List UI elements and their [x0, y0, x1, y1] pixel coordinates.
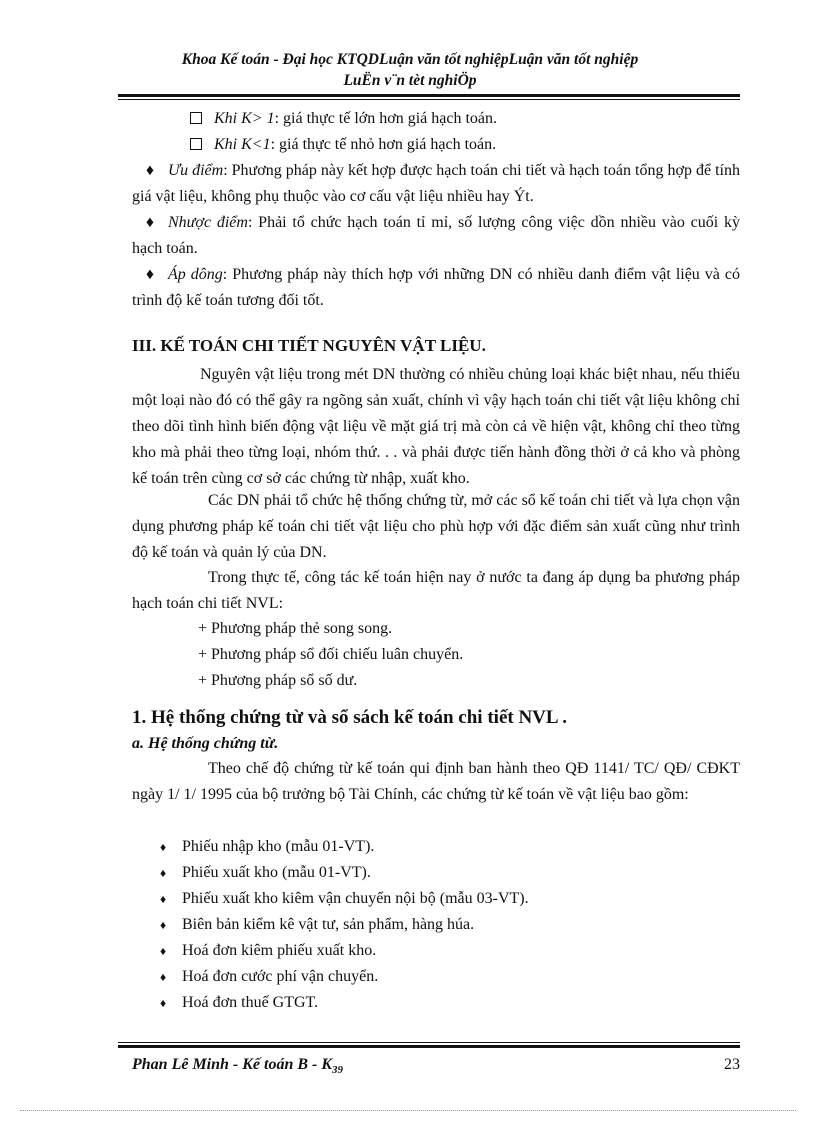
section-3-para-3: Trong thực tế, công tác kế toán hiện nay ở nước ta đang áp dụng ba phương pháp hạch toán chi tiết NVL:: [132, 569, 740, 612]
doc-item: ♦ Phiếu nhập kho (mẫu 01-VT).: [160, 834, 374, 860]
header-rule-thin: [118, 99, 740, 100]
diamond-bullet-icon: ♦: [145, 162, 155, 179]
page-bottom-dotted-line: [20, 1110, 796, 1111]
section-3-para-2: Các DN phải tổ chức hệ thống chứng từ, mở các sổ kế toán chi tiết và lựa chọn vận dụng phương pháp kế toán chi tiết vật liệu cho phù hợp với đặc điểm sản xuất cũng như trình độ kế toán và quản lý của DN.: [132, 492, 740, 561]
doc-item: ♦ Hoá đơn kiêm phiếu xuất kho.: [160, 938, 376, 964]
subsection-1-para: Theo chế độ chứng từ kế toán qui định ban hành theo QĐ 1141/ TC/ QĐ/ CĐKT ngày 1/ 1/ 1995 của bộ trưởng bộ Tài Chính, các chứng từ kế toán về vật liệu bao gồm:: [132, 760, 740, 803]
diamond-bullet-icon: ♦: [145, 214, 155, 231]
checkbox-square-icon: [190, 138, 202, 150]
section-3-para-1: Nguyên vật liệu trong mét DN thường có nhiều chủng loại khác biệt nhau, nếu thiếu một loại nào đó có thể gây ra ngõng sản xuất, chính vì vậy hạch toán chi tiết vật liệu không chỉ theo dõi tình hình biến động vật liệu về mặt giá trị mà còn cả về hiện vật, không chỉ theo từng kho mà phải theo từng loại, nhóm thứ. . . và phải được tiến hành đồng thời ở cả kho và phòng kế toán trên cùng cơ sở các chứng từ nhập, xuất kho.: [132, 366, 740, 487]
header-line-1: Khoa Kế toán - Đại học KTQDLuận văn tốt nghiệpLuận văn tốt nghiệp: [181, 51, 639, 68]
point-advantage: ♦ Ưu điểm: Phương pháp này kết hợp được hạch toán chi tiết và hạch toán tổng hợp để tính giá vật liệu, không phụ thuộc vào cơ cấu vật liệu nhiều hay Ýt.: [132, 158, 740, 210]
page-number: 23: [724, 1056, 740, 1073]
doc-item: ♦ Phiếu xuất kho (mẫu 01-VT).: [160, 860, 371, 886]
diamond-bullet-icon: ♦: [160, 996, 167, 1010]
doc-item: ♦ Hoá đơn cước phí vận chuyển.: [160, 964, 378, 990]
point-disadvantage: ♦ Nhược điểm: Phải tổ chức hạch toán tỉ mỉ, số lượng công việc dồn nhiều vào cuối kỳ hạch toán.: [132, 210, 740, 262]
case-2: Khi K<1: giá thực tế nhỏ hơn giá hạch toán.: [190, 132, 730, 158]
subsection-a-title: a. Hệ thống chứng từ.: [132, 735, 279, 752]
doc-item: ♦ Phiếu xuất kho kiêm vận chuyển nội bộ (mẫu 03-VT).: [160, 886, 529, 912]
diamond-bullet-icon: ♦: [160, 892, 167, 906]
diamond-bullet-icon: ♦: [160, 944, 167, 958]
subsection-1-title: 1. Hệ thống chứng từ và sổ sách kế toán chi tiết NVL .: [132, 707, 568, 728]
diamond-bullet-icon: ♦: [160, 866, 167, 880]
diamond-bullet-icon: ♦: [160, 970, 167, 984]
doc-item: ♦ Biên bản kiểm kê vật tư, sản phẩm, hàng húa.: [160, 912, 474, 938]
checkbox-square-icon: [190, 112, 202, 124]
section-3-title: III. KẾ TOÁN CHI TIẾT NGUYÊN VẬT LIỆU.: [132, 336, 486, 355]
doc-item: ♦ Hoá đơn thuế GTGT.: [160, 990, 318, 1016]
footer-rule: [118, 1045, 740, 1048]
footer-rule-thin: [118, 1042, 740, 1043]
footer-author: Phan Lê Minh - Kế toán B - $K_{39}$: [132, 1056, 344, 1077]
diamond-bullet-icon: ♦: [160, 840, 167, 854]
case-1: Khi K> 1: giá thực tế lớn hơn giá hạch toán.: [190, 106, 730, 132]
method-2: + Phương pháp sổ đối chiếu luân chuyển.: [198, 646, 464, 663]
diamond-bullet-icon: ♦: [145, 266, 155, 283]
method-1: + Phương pháp thẻ song song.: [198, 620, 393, 637]
header-line-2: LuËn v¨n tèt nghiÖp: [343, 72, 477, 89]
diamond-bullet-icon: ♦: [160, 918, 167, 932]
method-3: + Phương pháp sổ số dư.: [198, 672, 358, 689]
point-application: ♦ Áp dông: Phương pháp này thích hợp với những DN có nhiều danh điểm vật liệu và có trình độ kế toán tương đối tốt.: [132, 262, 740, 314]
header-rule: [118, 94, 740, 97]
